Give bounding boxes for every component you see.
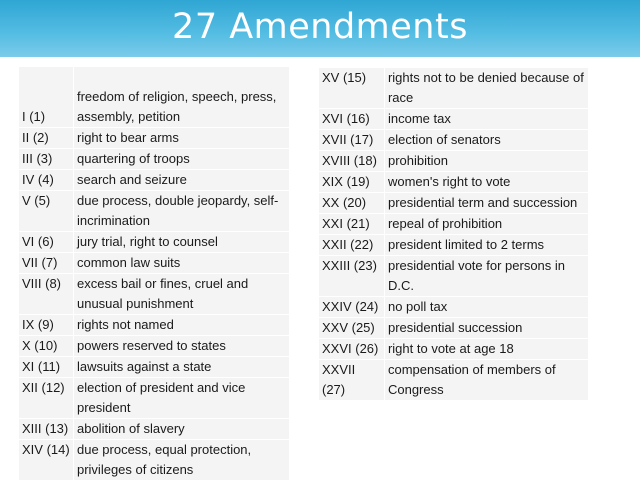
amendment-description: prohibition [385,151,588,172]
amendment-row [319,256,588,297]
amendment-number: XXVII (27) [319,360,385,401]
amendment-number: VI (6) [19,232,74,253]
amendment-number: XVIII (18) [319,151,385,172]
amendment-number: XVI (16) [319,109,385,130]
slide-title: 27 Amendments [172,7,468,47]
amendment-row [19,357,289,378]
amendment-number: XIV (14) [19,440,74,481]
amendment-number: XXII (22) [319,235,385,256]
amendment-row [319,235,588,256]
amendment-description: excess bail or fines, cruel and unusual punishment [74,274,289,315]
amendment-number: XIII (13) [19,419,74,440]
amendment-number: XVII (17) [319,130,385,151]
amendment-number: IV (4) [19,170,74,191]
amendment-row [19,67,289,128]
amendment-description: jury trial, right to counsel [74,232,289,253]
amendment-number: XXIII (23) [319,256,385,297]
amendment-description: due process, double jeopardy, self-incrimination [74,191,289,232]
amendment-row [319,360,588,401]
amendment-row [19,232,289,253]
amendment-number: III (3) [19,149,74,170]
amendment-description: rights not to be denied because of race [385,68,588,109]
amendments-table-left [19,67,289,481]
amendment-description: lawsuits against a state [74,357,289,378]
amendment-description: powers reserved to states [74,336,289,357]
amendment-description: freedom of religion, speech, press, assembly, petition [74,67,289,128]
amendment-number: X (10) [19,336,74,357]
amendment-description: presidential term and succession [385,193,588,214]
amendment-row [19,378,289,419]
amendment-row [319,339,588,360]
amendment-number: XXV (25) [319,318,385,339]
amendment-description: quartering of troops [74,149,289,170]
amendment-row [19,191,289,232]
amendment-number: V (5) [19,191,74,232]
amendment-row [319,193,588,214]
amendment-description: due process, equal protection, privileges of citizens [74,440,289,481]
amendment-description: rights not named [74,315,289,336]
amendment-description: abolition of slavery [74,419,289,440]
amendment-row [319,318,588,339]
amendment-row [319,297,588,318]
amendment-number: XII (12) [19,378,74,419]
amendment-row [19,149,289,170]
amendment-description: income tax [385,109,588,130]
amendment-row [19,419,289,440]
amendment-description: compensation of members of Congress [385,360,588,401]
amendment-number: XX (20) [319,193,385,214]
amendment-number: II (2) [19,128,74,149]
amendment-row [19,274,289,315]
amendment-description: presidential succession [385,318,588,339]
amendment-description: repeal of prohibition [385,214,588,235]
amendment-row [319,130,588,151]
amendment-row [319,172,588,193]
amendment-description: right to vote at age 18 [385,339,588,360]
amendment-description: common law suits [74,253,289,274]
amendment-number: I (1) [19,67,74,128]
amendment-description: election of president and vice president [74,378,289,419]
amendment-description: election of senators [385,130,588,151]
amendment-description: search and seizure [74,170,289,191]
amendments-table-right [319,68,588,401]
amendment-number: VII (7) [19,253,74,274]
amendment-number: XIX (19) [319,172,385,193]
amendment-row [19,315,289,336]
amendment-description: president limited to 2 terms [385,235,588,256]
amendment-row [319,68,588,109]
amendment-row [319,151,588,172]
amendment-row [319,109,588,130]
amendment-number: VIII (8) [19,274,74,315]
amendment-row [19,253,289,274]
amendment-number: XV (15) [319,68,385,109]
amendment-number: XXIV (24) [319,297,385,318]
amendment-row [19,440,289,481]
amendment-row [19,128,289,149]
amendment-row [19,336,289,357]
amendment-row [319,214,588,235]
amendment-description: no poll tax [385,297,588,318]
amendment-description: women's right to vote [385,172,588,193]
amendment-number: XXVI (26) [319,339,385,360]
amendment-description: right to bear arms [74,128,289,149]
amendment-number: IX (9) [19,315,74,336]
amendment-number: XXI (21) [319,214,385,235]
amendment-description: presidential vote for persons in D.C. [385,256,588,297]
amendment-row [19,170,289,191]
amendment-number: XI (11) [19,357,74,378]
